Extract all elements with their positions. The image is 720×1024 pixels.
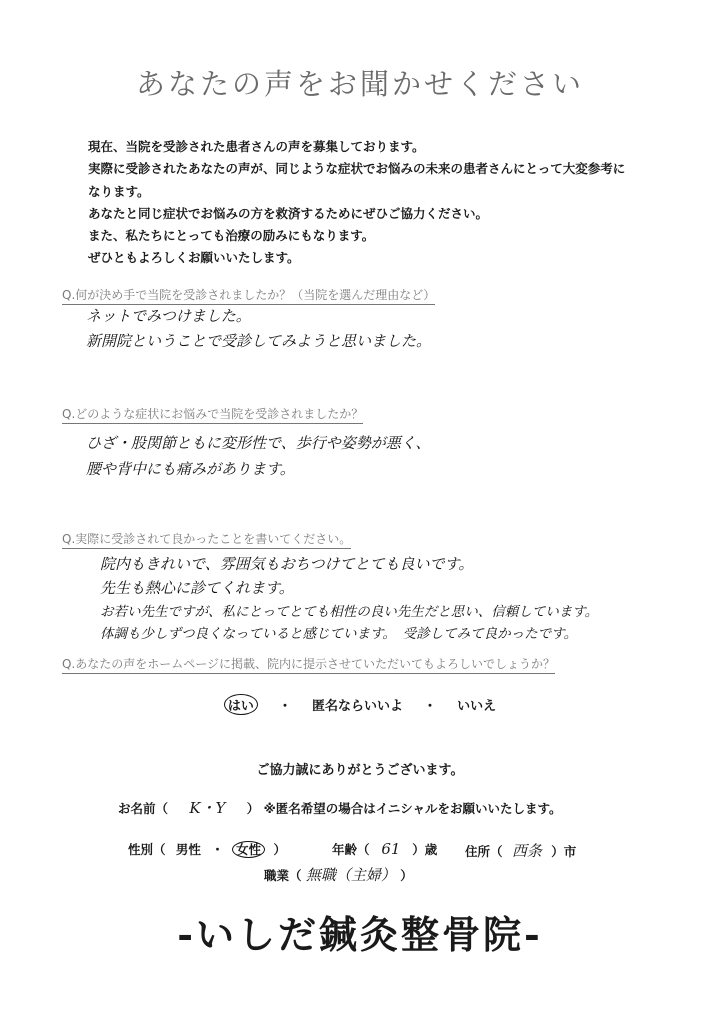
name-row xyxy=(118,797,562,818)
address-row xyxy=(465,840,576,861)
consent-options xyxy=(0,694,720,715)
intro-line: 現在、当院を受診された患者さんの声を募集しております。 xyxy=(88,139,425,154)
question-4: Q.あなたの声をホームページに掲載、院内に提示させていただいてもよろしいでしょうか？ xyxy=(62,655,555,674)
separator: ・ xyxy=(423,699,437,714)
intro-text xyxy=(88,136,688,270)
intro-line: ぜひともよろしくお願いいたします。 xyxy=(88,250,300,266)
gender-label: 性別（ xyxy=(128,842,166,857)
name-close: ） xyxy=(246,801,260,816)
gender-male-option[interactable]: 男性 xyxy=(175,842,201,857)
separator: ・ xyxy=(278,699,292,714)
question-2: Q.どのような症状にお悩みで当院を受診されましたか？ xyxy=(62,405,363,424)
answer-3-line: 体調も少しずつ良くなっていると感じています。 受診してみて良かったです。 xyxy=(100,626,578,642)
page-title: あなたの声をお聞かせください xyxy=(135,67,584,101)
intro-line: 実際に受診されたあなたの声が、同じような症状でお悩みの未来の患者さんにとって大変参考に xyxy=(88,161,626,177)
intro-line: あなたと同じ症状でお悩みの方を救済するためにぜひご協力ください。 xyxy=(88,205,489,221)
answer-1-line: 新開院ということで受診してみようと思いました。 xyxy=(86,332,432,350)
address-close: ）市 xyxy=(551,844,577,859)
age-close: ）歳 xyxy=(412,842,438,857)
intro-line: なります。 xyxy=(88,183,150,199)
age-label: 年齢（ xyxy=(332,842,370,857)
question-3: Q.実際に受診されて良かったことを書いてください。 xyxy=(62,530,351,549)
answer-1-line: ネットでみつけました。 xyxy=(86,307,251,325)
consent-no-option[interactable]: いいえ xyxy=(457,699,497,714)
gender-row xyxy=(128,840,286,858)
gender-female-option[interactable]: 女性 xyxy=(232,841,265,858)
age-row xyxy=(332,840,437,858)
name-note: ※匿名希望の場合はイニシャルをお願いいたします。 xyxy=(263,801,562,816)
address-label: 住所（ xyxy=(465,844,503,859)
clinic-name: -いしだ鍼灸整骨院- xyxy=(177,912,543,957)
separator: ・ xyxy=(211,842,224,857)
question-1: Q.何が決め手で当院を受診されましたか？（当院を選んだ理由など） xyxy=(62,286,435,305)
intro-line: また、私たちにとっても治療の励みにもなります。 xyxy=(88,228,375,244)
consent-anonymous-option[interactable]: 匿名ならいいよ xyxy=(311,699,403,714)
thanks-message: ご協力誠にありがとうございます。 xyxy=(256,763,464,778)
job-label: 職業（ xyxy=(264,868,302,883)
gender-close: ） xyxy=(273,842,287,857)
name-label: お名前（ xyxy=(118,801,169,816)
answer-2-line: ひざ・股関節ともに変形性で、歩行や姿勢が悪く、 xyxy=(86,434,431,452)
job-value[interactable]: 無職（主婦） xyxy=(305,866,396,884)
job-close: ） xyxy=(400,868,413,883)
answer-2-line: 腰や背中にも痛みがあります。 xyxy=(86,460,295,478)
job-row xyxy=(264,864,413,885)
name-value[interactable]: K・Y xyxy=(189,799,226,817)
answer-3-line: お若い先生ですが、私にとってとても相性の良い先生だと思い、信頼しています。 xyxy=(100,604,599,620)
answer-3-line: 先生も熱心に診てくれます。 xyxy=(100,579,294,597)
address-value[interactable]: 西条 xyxy=(511,842,542,860)
answer-3-line: 院内もきれいで、雰囲気もおちつけてとても良いです。 xyxy=(100,555,474,573)
consent-yes-option[interactable]: はい xyxy=(224,694,258,715)
age-value[interactable]: 61 xyxy=(381,840,401,858)
